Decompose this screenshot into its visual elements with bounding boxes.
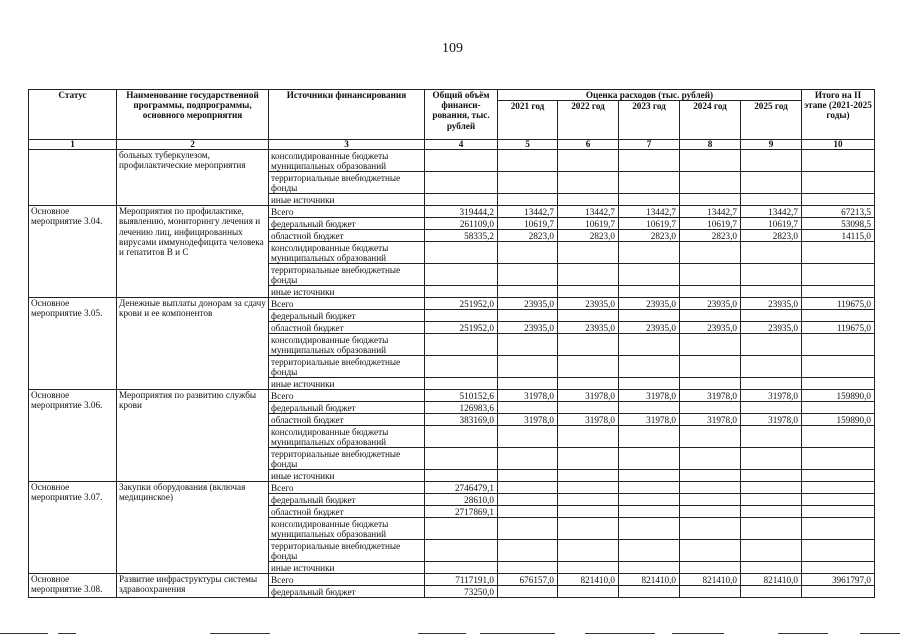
- table-row: [29, 574, 875, 586]
- funding-source-cell: Всего: [269, 574, 425, 586]
- year-2024-cell: 13442,7: [680, 206, 741, 218]
- year-2022-cell: 2823,0: [558, 230, 619, 242]
- year-2021-cell: [498, 194, 558, 206]
- stage-total-cell: [802, 242, 875, 264]
- funding-source-cell: Всего: [269, 390, 425, 402]
- stage-total-cell: [802, 334, 875, 356]
- year-2021-cell: [498, 286, 558, 298]
- year-2023-cell: [619, 402, 680, 414]
- header-year-2021: 2021 год: [498, 101, 558, 140]
- funding-source-cell: областной бюджет: [269, 230, 425, 242]
- year-2022-cell: [558, 242, 619, 264]
- stage-total-cell: 3961797,0: [802, 574, 875, 586]
- funding-source-cell: Всего: [269, 482, 425, 494]
- stage-total-cell: 159890,0: [802, 414, 875, 426]
- year-2024-cell: [680, 334, 741, 356]
- year-2024-cell: 31978,0: [680, 414, 741, 426]
- year-2023-cell: [619, 540, 680, 562]
- year-2021-cell: [498, 562, 558, 574]
- year-2023-cell: [619, 310, 680, 322]
- header-estimate: Оценка расходов (тыс. рублей): [498, 90, 802, 101]
- funding-source-cell: территориальные внебюджетные фонды: [269, 540, 425, 562]
- year-2022-cell: 23935,0: [558, 298, 619, 310]
- total-amount-cell: [425, 378, 498, 390]
- funding-source-cell: иные источники: [269, 194, 425, 206]
- year-2025-cell: [741, 194, 802, 206]
- year-2022-cell: 31978,0: [558, 390, 619, 402]
- year-2022-cell: [558, 448, 619, 470]
- year-2024-cell: [680, 494, 741, 506]
- year-2021-cell: [498, 426, 558, 448]
- year-2023-cell: 31978,0: [619, 390, 680, 402]
- funding-source-cell: федеральный бюджет: [269, 586, 425, 598]
- total-amount-cell: [425, 264, 498, 286]
- column-number: 3: [269, 140, 425, 150]
- year-2022-cell: [558, 194, 619, 206]
- header-status: Статус: [29, 90, 117, 140]
- stage-total-cell: [802, 586, 875, 598]
- stage-total-cell: [802, 482, 875, 494]
- year-2022-cell: 31978,0: [558, 414, 619, 426]
- funding-source-cell: консолидированные бюджеты муниципальных образований: [269, 518, 425, 540]
- year-2024-cell: 2823,0: [680, 230, 741, 242]
- year-2025-cell: [741, 356, 802, 378]
- stage-total-cell: [802, 172, 875, 194]
- total-amount-cell: [425, 242, 498, 264]
- funding-source-cell: Всего: [269, 298, 425, 310]
- year-2021-cell: [498, 310, 558, 322]
- year-2021-cell: [498, 356, 558, 378]
- header-name: Наименование государственной программы, подпрограммы, основного мероприятия: [117, 90, 269, 140]
- year-2025-cell: [741, 150, 802, 172]
- year-2021-cell: [498, 540, 558, 562]
- year-2025-cell: 13442,7: [741, 206, 802, 218]
- year-2024-cell: [680, 378, 741, 390]
- total-amount-cell: [425, 286, 498, 298]
- year-2021-cell: [498, 482, 558, 494]
- year-2021-cell: 676157,0: [498, 574, 558, 586]
- table-body: [29, 150, 875, 598]
- stage-total-cell: [802, 470, 875, 482]
- total-amount-cell: 2746479,1: [425, 482, 498, 494]
- year-2025-cell: [741, 172, 802, 194]
- funding-source-cell: территориальные внебюджетные фонды: [269, 172, 425, 194]
- year-2021-cell: [498, 242, 558, 264]
- stage-total-cell: [802, 402, 875, 414]
- year-2024-cell: [680, 470, 741, 482]
- total-amount-cell: [425, 448, 498, 470]
- year-2022-cell: [558, 586, 619, 598]
- year-2024-cell: [680, 506, 741, 518]
- year-2022-cell: 13442,7: [558, 206, 619, 218]
- year-2024-cell: [680, 586, 741, 598]
- funding-source-cell: Всего: [269, 206, 425, 218]
- column-number: 7: [619, 140, 680, 150]
- year-2021-cell: 13442,7: [498, 206, 558, 218]
- year-2025-cell: 23935,0: [741, 322, 802, 334]
- column-number: 2: [117, 140, 269, 150]
- year-2024-cell: 23935,0: [680, 298, 741, 310]
- total-amount-cell: 251952,0: [425, 322, 498, 334]
- year-2023-cell: [619, 586, 680, 598]
- funding-source-cell: федеральный бюджет: [269, 218, 425, 230]
- stage-total-cell: 67213,5: [802, 206, 875, 218]
- funding-source-cell: иные источники: [269, 286, 425, 298]
- total-amount-cell: [425, 426, 498, 448]
- year-2025-cell: [741, 470, 802, 482]
- total-amount-cell: 58335,2: [425, 230, 498, 242]
- status-cell: Основное мероприятие 3.08.: [29, 574, 117, 598]
- total-amount-cell: [425, 150, 498, 172]
- header-final-total: Итого на II этапе (2021-2025 годы): [802, 90, 875, 140]
- funding-source-cell: федеральный бюджет: [269, 310, 425, 322]
- year-2021-cell: [498, 494, 558, 506]
- year-2021-cell: 23935,0: [498, 298, 558, 310]
- year-2025-cell: [741, 402, 802, 414]
- year-2024-cell: 31978,0: [680, 390, 741, 402]
- measure-name-cell: Мероприятия по профилактике, выявлению, мониторингу лечения и лечению лиц, инфицированных вирусами иммунодефицита человека и гепатитов В и С: [117, 206, 269, 298]
- total-amount-cell: 2717869,1: [425, 506, 498, 518]
- year-2021-cell: [498, 448, 558, 470]
- year-2021-cell: [498, 470, 558, 482]
- year-2023-cell: [619, 378, 680, 390]
- year-2025-cell: [741, 334, 802, 356]
- funding-source-cell: консолидированные бюджеты муниципальных образований: [269, 242, 425, 264]
- page-bottom-edge: [0, 633, 905, 635]
- header-year-2024: 2024 год: [680, 101, 741, 140]
- year-2024-cell: [680, 540, 741, 562]
- stage-total-cell: [802, 426, 875, 448]
- year-2021-cell: 2823,0: [498, 230, 558, 242]
- year-2025-cell: [741, 310, 802, 322]
- year-2022-cell: [558, 378, 619, 390]
- year-2021-cell: [498, 518, 558, 540]
- year-2023-cell: [619, 286, 680, 298]
- funding-source-cell: областной бюджет: [269, 506, 425, 518]
- total-amount-cell: 126983,6: [425, 402, 498, 414]
- year-2023-cell: [619, 172, 680, 194]
- year-2025-cell: [741, 242, 802, 264]
- total-amount-cell: [425, 194, 498, 206]
- year-2021-cell: 23935,0: [498, 322, 558, 334]
- year-2022-cell: [558, 426, 619, 448]
- funding-source-cell: территориальные внебюджетные фонды: [269, 448, 425, 470]
- total-amount-cell: [425, 334, 498, 356]
- year-2022-cell: [558, 470, 619, 482]
- funding-source-cell: консолидированные бюджеты муниципальных образований: [269, 334, 425, 356]
- year-2022-cell: 23935,0: [558, 322, 619, 334]
- year-2025-cell: [741, 286, 802, 298]
- year-2024-cell: [680, 518, 741, 540]
- column-number: 8: [680, 140, 741, 150]
- total-amount-cell: 251952,0: [425, 298, 498, 310]
- year-2024-cell: [680, 194, 741, 206]
- column-number: 1: [29, 140, 117, 150]
- column-number: 9: [741, 140, 802, 150]
- year-2024-cell: [680, 150, 741, 172]
- year-2025-cell: [741, 264, 802, 286]
- stage-total-cell: [802, 310, 875, 322]
- year-2023-cell: [619, 242, 680, 264]
- year-2024-cell: [680, 172, 741, 194]
- funding-source-cell: территориальные внебюджетные фонды: [269, 356, 425, 378]
- stage-total-cell: 119675,0: [802, 298, 875, 310]
- stage-total-cell: [802, 518, 875, 540]
- total-amount-cell: [425, 540, 498, 562]
- funding-source-cell: областной бюджет: [269, 322, 425, 334]
- year-2025-cell: [741, 494, 802, 506]
- measure-name-cell: больных туберкулезом, профилактические мероприятия: [117, 150, 269, 206]
- year-2023-cell: 13442,7: [619, 206, 680, 218]
- year-2023-cell: [619, 356, 680, 378]
- year-2025-cell: 31978,0: [741, 390, 802, 402]
- year-2024-cell: [680, 402, 741, 414]
- year-2023-cell: 2823,0: [619, 230, 680, 242]
- stage-total-cell: 119675,0: [802, 322, 875, 334]
- year-2022-cell: [558, 518, 619, 540]
- table-row: [29, 150, 875, 172]
- stage-total-cell: [802, 286, 875, 298]
- header-sources: Источники финансирования: [269, 90, 425, 140]
- year-2022-cell: [558, 286, 619, 298]
- year-2025-cell: 23935,0: [741, 298, 802, 310]
- total-amount-cell: [425, 518, 498, 540]
- total-amount-cell: 261109,0: [425, 218, 498, 230]
- column-number: 6: [558, 140, 619, 150]
- year-2022-cell: [558, 150, 619, 172]
- total-amount-cell: [425, 356, 498, 378]
- funding-source-cell: территориальные внебюджетные фонды: [269, 264, 425, 286]
- year-2025-cell: [741, 378, 802, 390]
- status-cell: [29, 150, 117, 206]
- year-2025-cell: 10619,7: [741, 218, 802, 230]
- year-2022-cell: 10619,7: [558, 218, 619, 230]
- year-2024-cell: [680, 356, 741, 378]
- total-amount-cell: [425, 470, 498, 482]
- year-2025-cell: [741, 586, 802, 598]
- total-amount-cell: 73250,0: [425, 586, 498, 598]
- year-2022-cell: [558, 562, 619, 574]
- year-2023-cell: [619, 426, 680, 448]
- year-2025-cell: [741, 506, 802, 518]
- year-2023-cell: [619, 482, 680, 494]
- total-amount-cell: [425, 310, 498, 322]
- year-2022-cell: [558, 482, 619, 494]
- year-2022-cell: [558, 356, 619, 378]
- year-2024-cell: 10619,7: [680, 218, 741, 230]
- year-2021-cell: [498, 264, 558, 286]
- year-2025-cell: [741, 518, 802, 540]
- year-2022-cell: [558, 506, 619, 518]
- total-amount-cell: 7117191,0: [425, 574, 498, 586]
- stage-total-cell: 14115,0: [802, 230, 875, 242]
- stage-total-cell: [802, 150, 875, 172]
- year-2022-cell: 821410,0: [558, 574, 619, 586]
- year-2022-cell: [558, 540, 619, 562]
- year-2023-cell: [619, 494, 680, 506]
- year-2023-cell: 821410,0: [619, 574, 680, 586]
- year-2025-cell: 2823,0: [741, 230, 802, 242]
- year-2025-cell: [741, 426, 802, 448]
- stage-total-cell: [802, 194, 875, 206]
- measure-name-cell: Закупки оборудования (включая медицинское): [117, 482, 269, 574]
- financing-table-container: [28, 89, 875, 598]
- year-2023-cell: [619, 194, 680, 206]
- year-2021-cell: [498, 402, 558, 414]
- table-row: [29, 482, 875, 494]
- year-2023-cell: 31978,0: [619, 414, 680, 426]
- year-2021-cell: [498, 378, 558, 390]
- measure-name-cell: Мероприятия по развитию службы крови: [117, 390, 269, 482]
- stage-total-cell: [802, 356, 875, 378]
- year-2021-cell: [498, 172, 558, 194]
- stage-total-cell: [802, 540, 875, 562]
- header-total: Общий объём финанси-рования, тыс. рублей: [425, 90, 498, 140]
- total-amount-cell: 28610,0: [425, 494, 498, 506]
- header-year-2022: 2022 год: [558, 101, 619, 140]
- table-row: [29, 390, 875, 402]
- column-number: 4: [425, 140, 498, 150]
- year-2023-cell: [619, 562, 680, 574]
- measure-name-cell: Денежные выплаты донорам за сдачу крови и ее компонентов: [117, 298, 269, 390]
- year-2024-cell: [680, 448, 741, 470]
- total-amount-cell: 383169,0: [425, 414, 498, 426]
- year-2024-cell: 23935,0: [680, 322, 741, 334]
- stage-total-cell: [802, 264, 875, 286]
- year-2023-cell: [619, 150, 680, 172]
- year-2023-cell: [619, 518, 680, 540]
- stage-total-cell: [802, 494, 875, 506]
- year-2023-cell: [619, 334, 680, 356]
- year-2025-cell: 821410,0: [741, 574, 802, 586]
- year-2024-cell: [680, 310, 741, 322]
- funding-source-cell: федеральный бюджет: [269, 402, 425, 414]
- year-2021-cell: [498, 334, 558, 356]
- year-2021-cell: [498, 586, 558, 598]
- status-cell: Основное мероприятие 3.05.: [29, 298, 117, 390]
- year-2021-cell: 10619,7: [498, 218, 558, 230]
- year-2025-cell: [741, 448, 802, 470]
- stage-total-cell: [802, 448, 875, 470]
- year-2023-cell: [619, 264, 680, 286]
- year-2021-cell: 31978,0: [498, 414, 558, 426]
- year-2025-cell: 31978,0: [741, 414, 802, 426]
- total-amount-cell: 510152,6: [425, 390, 498, 402]
- column-number: 5: [498, 140, 558, 150]
- stage-total-cell: [802, 378, 875, 390]
- year-2022-cell: [558, 310, 619, 322]
- header-year-2025: 2025 год: [741, 101, 802, 140]
- year-2021-cell: 31978,0: [498, 390, 558, 402]
- status-cell: Основное мероприятие 3.06.: [29, 390, 117, 482]
- table-row: [29, 298, 875, 310]
- table-header: [29, 90, 875, 150]
- measure-name-cell: Развитие инфраструктуры системы здравоохранения: [117, 574, 269, 598]
- header-year-2023: 2023 год: [619, 101, 680, 140]
- funding-source-cell: федеральный бюджет: [269, 494, 425, 506]
- table-row: [29, 206, 875, 218]
- total-amount-cell: 319444,2: [425, 206, 498, 218]
- year-2022-cell: [558, 264, 619, 286]
- year-2023-cell: [619, 506, 680, 518]
- year-2025-cell: [741, 482, 802, 494]
- page-number: 109: [442, 41, 463, 56]
- total-amount-cell: [425, 562, 498, 574]
- column-numbers-row: [29, 140, 875, 150]
- year-2023-cell: [619, 448, 680, 470]
- funding-source-cell: областной бюджет: [269, 414, 425, 426]
- year-2024-cell: [680, 264, 741, 286]
- year-2021-cell: [498, 150, 558, 172]
- funding-source-cell: консолидированные бюджеты муниципальных образований: [269, 426, 425, 448]
- year-2022-cell: [558, 172, 619, 194]
- stage-total-cell: 159890,0: [802, 390, 875, 402]
- status-cell: Основное мероприятие 3.04.: [29, 206, 117, 298]
- financing-table: [28, 89, 875, 598]
- year-2022-cell: [558, 402, 619, 414]
- year-2025-cell: [741, 540, 802, 562]
- year-2022-cell: [558, 494, 619, 506]
- column-number: 10: [802, 140, 875, 150]
- status-cell: Основное мероприятие 3.07.: [29, 482, 117, 574]
- stage-total-cell: [802, 562, 875, 574]
- funding-source-cell: иные источники: [269, 378, 425, 390]
- stage-total-cell: [802, 506, 875, 518]
- year-2024-cell: [680, 242, 741, 264]
- year-2024-cell: [680, 562, 741, 574]
- year-2024-cell: [680, 426, 741, 448]
- year-2025-cell: [741, 562, 802, 574]
- total-amount-cell: [425, 172, 498, 194]
- year-2022-cell: [558, 334, 619, 356]
- year-2023-cell: [619, 470, 680, 482]
- year-2024-cell: [680, 286, 741, 298]
- year-2023-cell: 23935,0: [619, 298, 680, 310]
- funding-source-cell: иные источники: [269, 470, 425, 482]
- year-2024-cell: 821410,0: [680, 574, 741, 586]
- year-2024-cell: [680, 482, 741, 494]
- year-2021-cell: [498, 506, 558, 518]
- year-2023-cell: 23935,0: [619, 322, 680, 334]
- funding-source-cell: иные источники: [269, 562, 425, 574]
- funding-source-cell: консолидированные бюджеты муниципальных образований: [269, 150, 425, 172]
- stage-total-cell: 53098,5: [802, 218, 875, 230]
- year-2023-cell: 10619,7: [619, 218, 680, 230]
